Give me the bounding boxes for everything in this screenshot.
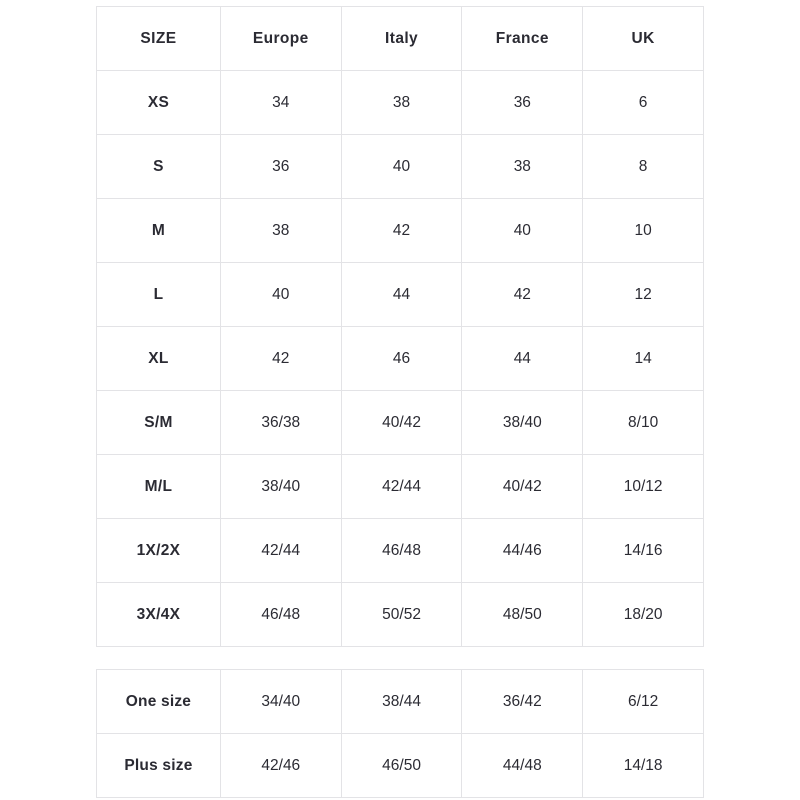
primary-size-table	[96, 6, 704, 647]
row-label: S/M	[97, 391, 221, 455]
cell-uk: 6	[583, 71, 704, 135]
cell-france: 40/42	[462, 455, 583, 519]
row-label: XS	[97, 71, 221, 135]
cell-uk: 14	[583, 327, 704, 391]
table-row	[97, 734, 704, 798]
cell-italy: 38	[341, 71, 462, 135]
cell-uk: 18/20	[583, 583, 704, 647]
cell-europe: 36	[220, 135, 341, 199]
cell-france: 38/40	[462, 391, 583, 455]
cell-europe: 38/40	[220, 455, 341, 519]
table-row	[97, 583, 704, 647]
cell-italy: 46	[341, 327, 462, 391]
row-label: One size	[97, 670, 221, 734]
cell-italy: 42/44	[341, 455, 462, 519]
row-label: M	[97, 199, 221, 263]
primary-size-table-wrapper	[96, 6, 704, 647]
row-label: M/L	[97, 455, 221, 519]
row-label: 3X/4X	[97, 583, 221, 647]
table-row	[97, 71, 704, 135]
cell-uk: 10/12	[583, 455, 704, 519]
cell-uk: 12	[583, 263, 704, 327]
cell-italy: 46/48	[341, 519, 462, 583]
cell-europe: 38	[220, 199, 341, 263]
cell-france: 44	[462, 327, 583, 391]
cell-italy: 42	[341, 199, 462, 263]
column-header-europe: Europe	[220, 7, 341, 71]
cell-uk: 10	[583, 199, 704, 263]
cell-italy: 40	[341, 135, 462, 199]
cell-italy: 46/50	[341, 734, 462, 798]
cell-france: 48/50	[462, 583, 583, 647]
cell-europe: 40	[220, 263, 341, 327]
table-row	[97, 391, 704, 455]
cell-france: 38	[462, 135, 583, 199]
column-header-size: SIZE	[97, 7, 221, 71]
cell-uk: 8	[583, 135, 704, 199]
table-header-row	[97, 7, 704, 71]
cell-france: 44/46	[462, 519, 583, 583]
row-label: XL	[97, 327, 221, 391]
cell-uk: 6/12	[583, 670, 704, 734]
cell-europe: 42/44	[220, 519, 341, 583]
cell-uk: 14/16	[583, 519, 704, 583]
table-row	[97, 199, 704, 263]
table-body	[97, 670, 704, 798]
column-header-italy: Italy	[341, 7, 462, 71]
row-label: Plus size	[97, 734, 221, 798]
cell-europe: 42	[220, 327, 341, 391]
row-label: L	[97, 263, 221, 327]
cell-europe: 36/38	[220, 391, 341, 455]
cell-europe: 42/46	[220, 734, 341, 798]
column-header-france: France	[462, 7, 583, 71]
cell-france: 40	[462, 199, 583, 263]
table-row	[97, 670, 704, 734]
table-row	[97, 519, 704, 583]
row-label: 1X/2X	[97, 519, 221, 583]
table-row	[97, 327, 704, 391]
cell-europe: 46/48	[220, 583, 341, 647]
table-row	[97, 135, 704, 199]
cell-france: 42	[462, 263, 583, 327]
cell-italy: 38/44	[341, 670, 462, 734]
cell-france: 36/42	[462, 670, 583, 734]
secondary-size-table	[96, 669, 704, 798]
cell-europe: 34	[220, 71, 341, 135]
column-header-uk: UK	[583, 7, 704, 71]
table-body	[97, 71, 704, 647]
table-header	[97, 7, 704, 71]
cell-italy: 50/52	[341, 583, 462, 647]
row-label: S	[97, 135, 221, 199]
table-row	[97, 263, 704, 327]
cell-italy: 40/42	[341, 391, 462, 455]
secondary-size-table-wrapper	[96, 669, 704, 798]
cell-italy: 44	[341, 263, 462, 327]
cell-uk: 14/18	[583, 734, 704, 798]
cell-france: 44/48	[462, 734, 583, 798]
cell-france: 36	[462, 71, 583, 135]
cell-europe: 34/40	[220, 670, 341, 734]
table-row	[97, 455, 704, 519]
cell-uk: 8/10	[583, 391, 704, 455]
